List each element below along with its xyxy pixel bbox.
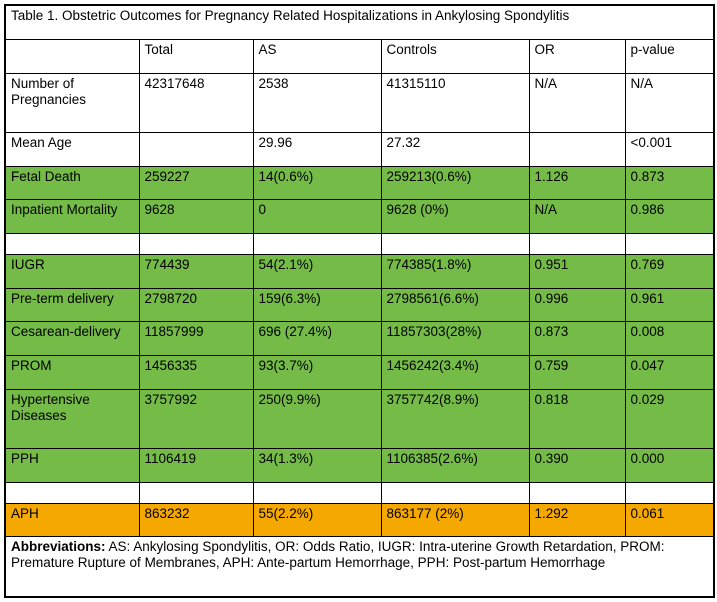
- table-cell: 11857999: [139, 322, 253, 356]
- table-cell: [381, 482, 529, 503]
- table-cell: 34(1.3%): [253, 448, 381, 482]
- row-label: Hypertensive Diseases: [5, 389, 139, 448]
- table-cell: 0.961: [625, 288, 714, 322]
- row-label: PROM: [5, 355, 139, 389]
- table-cell: 55(2.2%): [253, 503, 381, 537]
- table-cell: N/A: [625, 73, 714, 132]
- table-row: [5, 73, 714, 132]
- table-cell: 14(0.6%): [253, 166, 381, 200]
- row-label: [5, 233, 139, 254]
- column-header-or: OR: [529, 39, 625, 73]
- table-cell: [253, 482, 381, 503]
- table-cell: [139, 233, 253, 254]
- table-cell: 774439: [139, 254, 253, 288]
- table-footnote-row: [5, 537, 714, 597]
- table-cell: 3757992: [139, 389, 253, 448]
- table-row: [5, 254, 714, 288]
- table-cell: 774385(1.8%): [381, 254, 529, 288]
- column-header-total: Total: [139, 39, 253, 73]
- table-row: [5, 482, 714, 503]
- table-cell: 259213(0.6%): [381, 166, 529, 200]
- table-row: [5, 355, 714, 389]
- table-cell: 0.873: [529, 322, 625, 356]
- table-row: [5, 166, 714, 200]
- table-cell: 42317648: [139, 73, 253, 132]
- table-cell: 9628 (0%): [381, 200, 529, 234]
- table-row: [5, 233, 714, 254]
- table-cell: <0.001: [625, 132, 714, 166]
- obstetric-outcomes-table: [4, 4, 715, 598]
- abbreviations-footnote: [5, 537, 714, 597]
- table-row: [5, 503, 714, 537]
- row-label: PPH: [5, 448, 139, 482]
- table-cell: 0.029: [625, 389, 714, 448]
- column-header-as: AS: [253, 39, 381, 73]
- row-label: Inpatient Mortality: [5, 200, 139, 234]
- table-cell: 0.061: [625, 503, 714, 537]
- table-row: [5, 200, 714, 234]
- table-cell: 2538: [253, 73, 381, 132]
- table-cell: 0.951: [529, 254, 625, 288]
- table-cell: 0.769: [625, 254, 714, 288]
- table-cell: [139, 132, 253, 166]
- table-cell: 0.759: [529, 355, 625, 389]
- table-cell: 259227: [139, 166, 253, 200]
- table-cell: 29.96: [253, 132, 381, 166]
- table-title-row: [5, 5, 714, 39]
- table-cell: 2798720: [139, 288, 253, 322]
- table-cell: 863177 (2%): [381, 503, 529, 537]
- table-cell: 0.873: [625, 166, 714, 200]
- table-cell: [529, 233, 625, 254]
- table-cell: 0.818: [529, 389, 625, 448]
- table-cell: [253, 233, 381, 254]
- table-cell: 1.292: [529, 503, 625, 537]
- table-cell: N/A: [529, 73, 625, 132]
- table-cell: 11857303(28%): [381, 322, 529, 356]
- table-cell: [529, 482, 625, 503]
- table-cell: N/A: [529, 200, 625, 234]
- table-cell: 0.986: [625, 200, 714, 234]
- table-cell: [625, 233, 714, 254]
- table-cell: [625, 482, 714, 503]
- table-cell: [139, 482, 253, 503]
- table-cell: [529, 132, 625, 166]
- table-cell: 1456335: [139, 355, 253, 389]
- row-label: IUGR: [5, 254, 139, 288]
- table-row: [5, 132, 714, 166]
- footnote-text: AS: Ankylosing Spondylitis, OR: Odds Ratio, IUGR: Intra-uterine Growth Retardation, PROM: Premature Rupture of Membranes, APH: Ante-partum Hemorrhage, PPH: Post-partum Hemorrhage: [11, 539, 665, 571]
- table-row: [5, 389, 714, 448]
- table-cell: 1106419: [139, 448, 253, 482]
- table-cell: 0.008: [625, 322, 714, 356]
- table-cell: 0.000: [625, 448, 714, 482]
- table-cell: 1456242(3.4%): [381, 355, 529, 389]
- table-cell: 0: [253, 200, 381, 234]
- table-row: [5, 322, 714, 356]
- row-label: Number of Pregnancies: [5, 73, 139, 132]
- table-cell: 41315110: [381, 73, 529, 132]
- footnote-label: Abbreviations:: [11, 539, 106, 555]
- table-cell: 696 (27.4%): [253, 322, 381, 356]
- table-cell: 0.047: [625, 355, 714, 389]
- table-cell: 0.996: [529, 288, 625, 322]
- table-cell: 2798561(6.6%): [381, 288, 529, 322]
- table-cell: 1.126: [529, 166, 625, 200]
- row-label: Mean Age: [5, 132, 139, 166]
- table-cell: [381, 233, 529, 254]
- table-title: Table 1. Obstetric Outcomes for Pregnancy Related Hospitalizations in Ankylosing Spondylitis: [5, 5, 714, 39]
- column-header-blank: [5, 39, 139, 73]
- row-label: Pre-term delivery: [5, 288, 139, 322]
- column-header-pvalue: p-value: [625, 39, 714, 73]
- column-header-controls: Controls: [381, 39, 529, 73]
- table-row: [5, 448, 714, 482]
- table-cell: 159(6.3%): [253, 288, 381, 322]
- table-cell: 250(9.9%): [253, 389, 381, 448]
- table-cell: 54(2.1%): [253, 254, 381, 288]
- row-label: [5, 482, 139, 503]
- table-cell: 3757742(8.9%): [381, 389, 529, 448]
- table-cell: 863232: [139, 503, 253, 537]
- table-row: [5, 288, 714, 322]
- table-cell: 9628: [139, 200, 253, 234]
- row-label: Fetal Death: [5, 166, 139, 200]
- row-label: APH: [5, 503, 139, 537]
- row-label: Cesarean-delivery: [5, 322, 139, 356]
- table-cell: 27.32: [381, 132, 529, 166]
- table-header-row: [5, 39, 714, 73]
- table-cell: 0.390: [529, 448, 625, 482]
- table-cell: 93(3.7%): [253, 355, 381, 389]
- table-cell: 1106385(2.6%): [381, 448, 529, 482]
